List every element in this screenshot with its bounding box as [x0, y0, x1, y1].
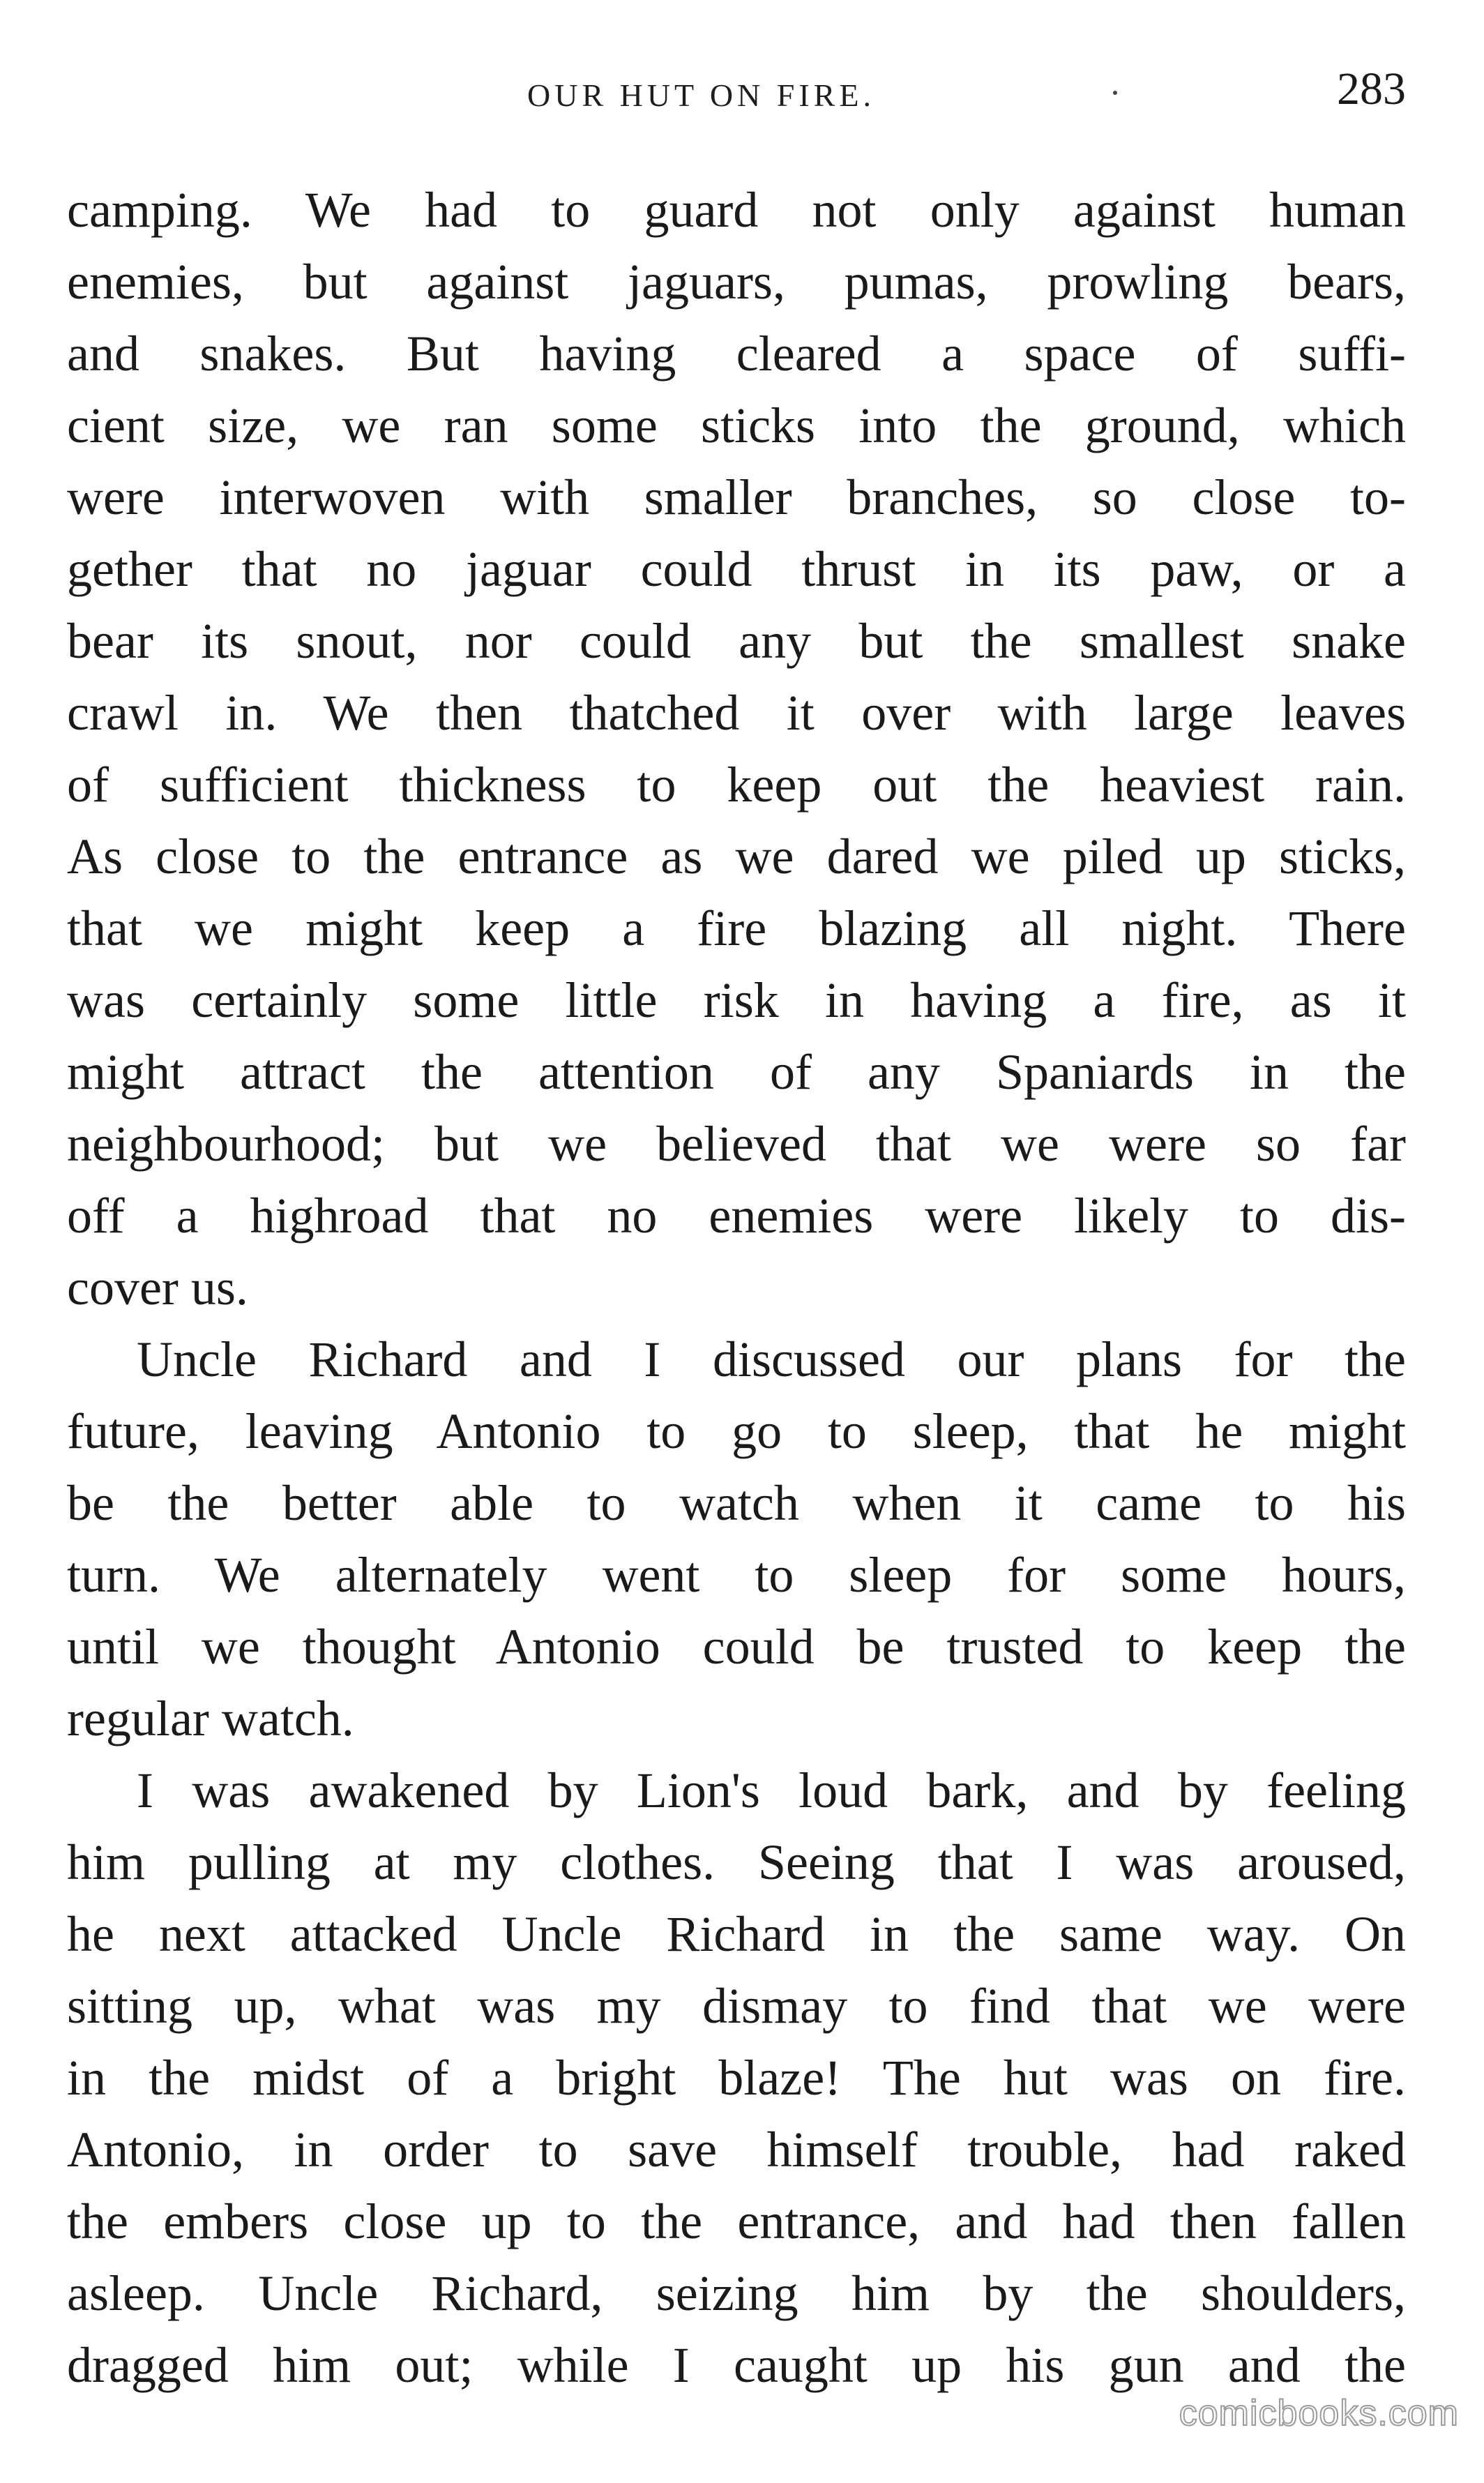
- text-line: in the midst of a bright blaze! The hut was on fire.: [67, 2050, 1406, 2106]
- page-header: [67, 63, 1406, 126]
- text-line: was certainly some little risk in having a fire, as it: [67, 972, 1406, 1028]
- text-line: bear its snout, nor could any but the smallest snake: [67, 613, 1406, 669]
- page-number: 283: [1337, 63, 1406, 114]
- text-line: asleep. Uncle Richard, seizing him by the shoulders,: [67, 2265, 1406, 2321]
- text-line: off a highroad that no enemies were likely to dis-: [67, 1188, 1406, 1244]
- text-line: might attract the attention of any Spaniards in the: [67, 1044, 1406, 1100]
- text-line: regular watch.: [67, 1691, 354, 1746]
- text-line: camping. We had to guard not only against human: [67, 182, 1406, 238]
- text-line: were interwoven with smaller branches, so close to-: [67, 469, 1406, 525]
- text-line: of sufficient thickness to keep out the heaviest rain.: [67, 757, 1406, 813]
- text-line: enemies, but against jaguars, pumas, prowling bears,: [67, 254, 1406, 310]
- text-line: neighbourhood; but we believed that we were so far: [67, 1116, 1406, 1172]
- text-line: he next attacked Uncle Richard in the same way. On: [67, 1906, 1406, 1962]
- body-text: [67, 174, 1406, 2401]
- text-line: Antonio, in order to save himself trouble, had raked: [67, 2122, 1406, 2178]
- text-line: crawl in. We then thatched it over with large leaves: [67, 685, 1406, 741]
- running-head: OUR HUT ON FIRE.: [527, 77, 875, 113]
- text-line: until we thought Antonio could be trusted to keep the: [67, 1619, 1406, 1675]
- text-line: turn. We alternately went to sleep for some hours,: [67, 1547, 1406, 1603]
- text-line: I was awakened by Lion's loud bark, and by feeling: [137, 1763, 1406, 1818]
- text-line: cover us.: [67, 1260, 248, 1315]
- text-line: be the better able to watch when it came to his: [67, 1475, 1406, 1531]
- text-line: future, leaving Antonio to go to sleep, that he might: [67, 1403, 1406, 1459]
- text-line: Uncle Richard and I discussed our plans for the: [137, 1331, 1406, 1387]
- ink-speck: [1113, 91, 1117, 95]
- watermark: comicbooks.com: [1179, 2393, 1459, 2433]
- text-line: gether that no jaguar could thrust in its paw, or a: [67, 541, 1406, 597]
- text-line: As close to the entrance as we dared we piled up sticks,: [67, 829, 1406, 884]
- text-line: the embers close up to the entrance, and had then fallen: [67, 2194, 1406, 2249]
- text-line: that we might keep a fire blazing all night. There: [67, 900, 1406, 956]
- text-line: and snakes. But having cleared a space of suffi-: [67, 326, 1406, 382]
- text-line: sitting up, what was my dismay to find that we were: [67, 1978, 1406, 2034]
- text-line: dragged him out; while I caught up his gun and the: [67, 2337, 1406, 2393]
- text-line: cient size, we ran some sticks into the ground, which: [67, 398, 1406, 453]
- text-line: him pulling at my clothes. Seeing that I was aroused,: [67, 1834, 1406, 1890]
